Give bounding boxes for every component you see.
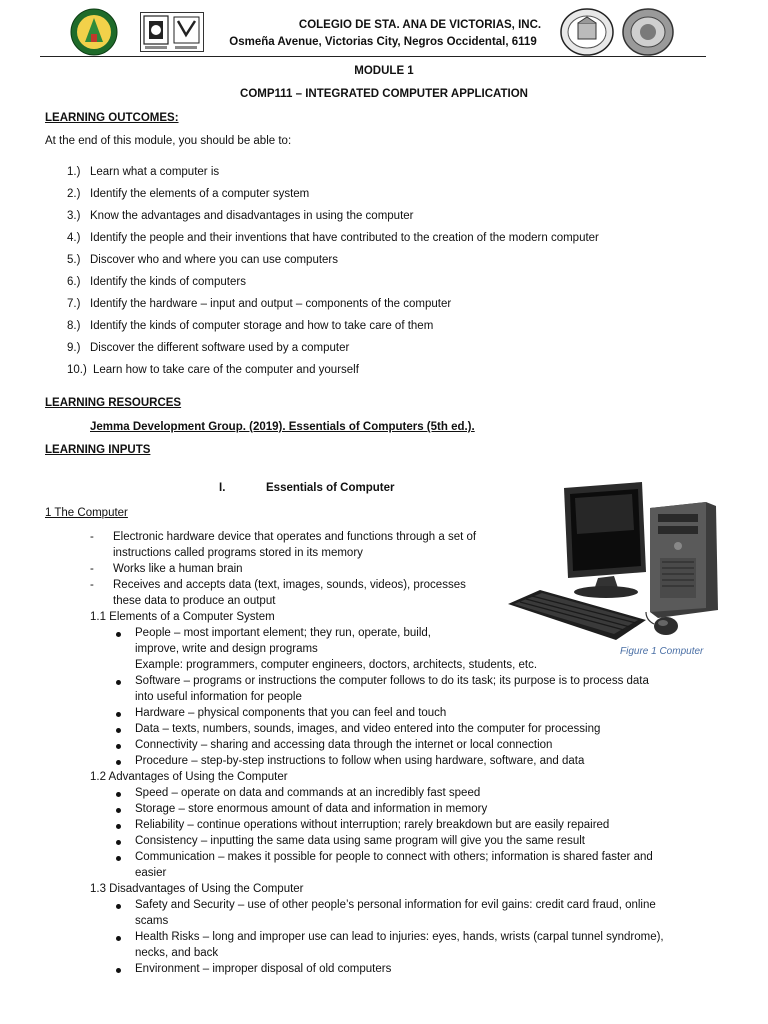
list-item: Communication – makes it possible for people to connect with others; information is shared faster and — [135, 851, 653, 863]
association-seal-logo — [622, 8, 674, 56]
school-address: Osmeña Avenue, Victorias City, Negros Occidental, 6119 — [229, 36, 537, 48]
topic-heading: 1 The Computer — [45, 507, 128, 519]
list-item: Consistency – inputting the same data using same program will give you the same result — [135, 835, 586, 847]
list-item: improve, write and design programs — [135, 643, 318, 655]
module-title: MODULE 1 — [354, 65, 414, 77]
list-item: scams — [135, 915, 169, 927]
list-item: Hardware – physical components that you can feel and touch — [135, 707, 447, 719]
bullet-marker — [116, 760, 121, 765]
learning-inputs-heading: LEARNING INPUTS — [45, 444, 151, 456]
list-item: Data – texts, numbers, sounds, images, and video entered into the computer for processing — [135, 723, 601, 735]
bullet-marker — [116, 856, 121, 861]
learning-outcomes-intro: At the end of this module, you should be able to: — [45, 135, 292, 147]
bullet-marker — [116, 680, 121, 685]
list-item: Procedure – step-by-step instructions to follow when using hardware, software, and data — [135, 755, 585, 767]
section-title: Essentials of Computer — [266, 482, 395, 494]
list-item: into useful information for people — [135, 691, 302, 703]
header-divider — [40, 56, 706, 57]
dash-marker: - — [90, 579, 94, 591]
reference-citation: Jemma Development Group. (2019). Essentials of Computers (5th ed.). — [90, 421, 475, 433]
subsection-title: 1.2 Advantages of Using the Computer — [90, 771, 288, 783]
list-item: Example: programmers, computer engineers, doctors, architects, students, etc. — [135, 659, 538, 671]
list-item: Reliability – continue operations without interruption; rarely breakdown but are easily repaired — [135, 819, 610, 831]
bullet-marker — [116, 712, 121, 717]
bullet-marker — [116, 904, 121, 909]
list-item: these data to produce an output — [113, 595, 276, 607]
bullet-marker — [116, 824, 121, 829]
list-item: People – most important element; they run, operate, build, — [135, 627, 431, 639]
list-item: Receives and accepts data (text, images, sounds, videos), processes — [113, 579, 466, 591]
section-number: I. — [219, 482, 226, 494]
bullet-marker — [116, 632, 121, 637]
bullet-marker — [116, 840, 121, 845]
list-item: Connectivity – sharing and accessing data through the internet or local connection — [135, 739, 553, 751]
list-item: easier — [135, 867, 167, 879]
list-item: Software – programs or instructions the computer follows to do its task; its purpose is to process data — [135, 675, 649, 687]
learning-outcomes-heading: LEARNING OUTCOMES: — [45, 112, 179, 124]
computer-illustration — [500, 480, 728, 646]
bullet-marker — [116, 968, 121, 973]
list-item: Health Risks – long and improper use can lead to injuries: eyes, hands, wrists (carpal tunnel syndrome), — [135, 931, 664, 943]
bullet-marker — [116, 728, 121, 733]
learning-resources-heading: LEARNING RESOURCES — [45, 397, 182, 409]
list-item: Storage – store enormous amount of data and information in memory — [135, 803, 488, 815]
list-item: necks, and back — [135, 947, 219, 959]
bullet-marker — [116, 808, 121, 813]
bullet-marker — [116, 792, 121, 797]
list-item: instructions called programs stored in its memory — [113, 547, 363, 559]
school-seal-logo — [70, 8, 118, 56]
course-title: COMP111 – INTEGRATED COMPUTER APPLICATION — [240, 88, 528, 100]
subsection-title: 1.3 Disadvantages of Using the Computer — [90, 883, 304, 895]
list-item: Environment – improper disposal of old computers — [135, 963, 392, 975]
list-item: Works like a human brain — [113, 563, 243, 575]
subsection-title: 1.1 Elements of a Computer System — [90, 611, 275, 623]
dash-marker: - — [90, 531, 94, 543]
school-name: COLEGIO DE STA. ANA DE VICTORIAS, INC. — [298, 19, 542, 31]
list-item: Safety and Security – use of other people’s personal information for evil gains: credit card fraud, online — [135, 899, 656, 911]
dash-marker: - — [90, 563, 94, 575]
bullet-marker — [116, 744, 121, 749]
city-seal-logo — [560, 8, 614, 56]
figure-caption: Figure 1 Computer — [620, 646, 704, 657]
list-item: Speed – operate on data and commands at an incredibly fast speed — [135, 787, 481, 799]
list-item: Electronic hardware device that operates and functions through a set of — [113, 531, 477, 543]
bullet-marker — [116, 936, 121, 941]
